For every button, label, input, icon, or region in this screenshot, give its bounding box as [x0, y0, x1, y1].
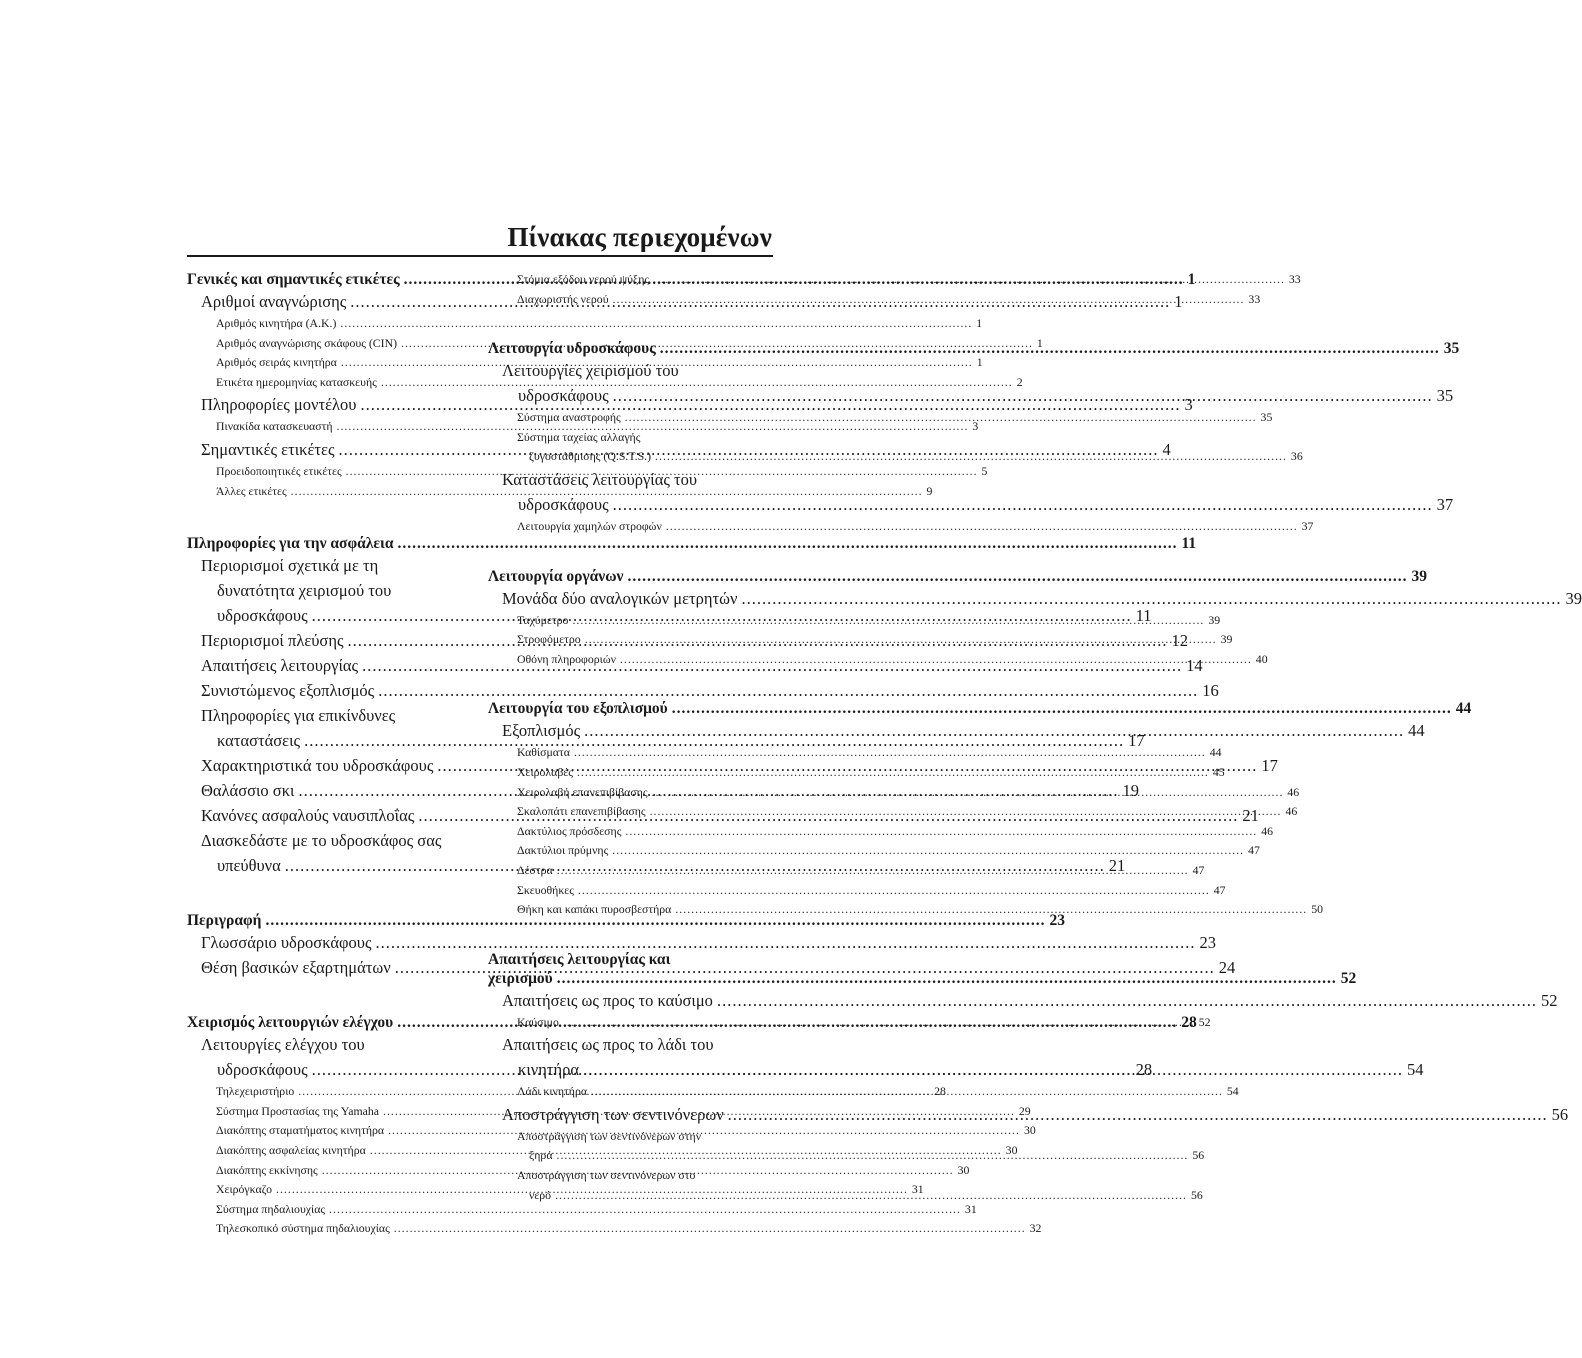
toc-entry-title: Απαιτήσεις λειτουργίας [201, 656, 359, 676]
toc-entry-title: Κανόνες ασφαλούς ναυσιπλοΐας [201, 806, 415, 826]
toc-page-number: 17 [1261, 756, 1278, 776]
toc-page-number: 1 [976, 355, 983, 370]
dot-leader [613, 290, 1245, 310]
toc-page-number: 56 [1190, 1187, 1203, 1202]
toc-entry-title-line: Αποστράγγιση των σεντινόνερων στο [517, 1168, 696, 1183]
toc-entry-title: Αριθμός σειράς κινητήρα [216, 355, 337, 370]
toc-entry-title: Δέστρα [517, 862, 553, 877]
toc-page-number: 46 [1285, 804, 1298, 819]
toc-entry-title: Χειρόγκαζο [216, 1182, 273, 1197]
toc-section-entry[interactable] [488, 567, 1427, 586]
toc-subsection-entry[interactable] [187, 678, 1219, 703]
dot-leader [591, 1082, 1223, 1102]
toc-item-entry[interactable] [187, 1219, 1042, 1239]
toc-entry-title: Τηλεσκοπικό σύστημα πηδαλιουχίας [216, 1221, 390, 1236]
toc-entry-title: Στροφόμετρο [517, 632, 581, 647]
toc-subsection-entry[interactable] [488, 586, 1582, 611]
toc-page-number: 11 [1135, 606, 1152, 626]
dot-leader [717, 988, 1537, 1013]
toc-entry-title: ξηρά [529, 1148, 553, 1163]
dot-leader [572, 611, 1204, 631]
toc-entry-title: Ταχύμετρο [517, 612, 569, 627]
toc-entry-title: υδροσκάφους [518, 386, 609, 406]
toc-entry-title: Εξοπλισμός [502, 721, 581, 741]
toc-entry-title-line: Λειτουργίες χειρισμού του [502, 361, 679, 381]
toc-page-number: 1 [976, 316, 983, 330]
toc-item-entry[interactable] [488, 881, 1226, 901]
toc-entry-title: Οθόνη πληροφοριών [517, 651, 616, 666]
toc-entry-title: νερό [529, 1187, 552, 1202]
toc-entry-title-line: Απαιτήσεις λειτουργίας και [488, 950, 671, 968]
toc-page-number: 3 [1184, 395, 1193, 415]
toc-entry-title-line: Καταστάσεις λειτουργίας του [502, 469, 698, 489]
toc-entry-title: Λειτουργία χαμηλών στροφών [517, 518, 662, 533]
toc-entry-title-line: Απαιτήσεις ως προς το λάδι του [502, 1035, 714, 1055]
toc-page-number: 39 [1411, 567, 1427, 585]
toc-entry-title: Αριθμός κινητήρα (A.K.) [216, 316, 337, 330]
toc-page-number: 35 [1436, 386, 1454, 406]
dot-leader [557, 861, 1189, 881]
toc-entry-title-line: Αποστράγγιση των σεντινόνερων στην [517, 1128, 702, 1143]
toc-item-entry[interactable] [488, 290, 1261, 310]
toc-page-number: 14 [1186, 656, 1203, 676]
toc-entry-title-line: Λειτουργίες ελέγχου του [201, 1035, 365, 1055]
toc-entry-title: Τηλεχειριστήριο [216, 1084, 295, 1099]
toc-item-entry[interactable] [488, 900, 1324, 920]
toc-entry-title: Χειρολαβή επανεπιβίβασης [517, 784, 648, 799]
toc-entry-title: χειρισμού [488, 969, 553, 987]
dot-leader [650, 802, 1282, 822]
toc-entry-title: Γλωσσάριο υδροσκάφους [201, 933, 372, 953]
toc-entry-title: Θαλάσσιο σκι [201, 781, 295, 801]
toc-item-entry[interactable] [488, 428, 1303, 467]
toc-page-number: 35 [1260, 410, 1273, 425]
toc-entry-title: Σκαλοπάτι επανεπιβίβασης [517, 804, 646, 819]
toc-entry-title: Περιορισμοί πλεύσης [201, 631, 344, 651]
toc-item-entry[interactable] [187, 1200, 977, 1220]
toc-entry-title: Διακόπτης εκκίνησης [216, 1162, 318, 1177]
toc-page-number: 33 [1248, 291, 1261, 306]
toc-subsection-entry[interactable] [488, 988, 1558, 1013]
toc-entry-title: Διακόπτης ασφαλείας κινητήρα [216, 1142, 366, 1157]
toc-entry-title: Απαιτήσεις ως προς το καύσιμο [502, 990, 713, 1010]
toc-entry-title: υδροσκάφους [518, 494, 609, 514]
toc-page-number: 23 [1199, 933, 1216, 953]
toc-section-entry[interactable] [187, 534, 1197, 553]
toc-item-entry[interactable] [488, 517, 1314, 537]
toc-entry-title: Λειτουργία οργάνων [488, 567, 624, 585]
dot-leader [652, 783, 1284, 803]
toc-page-number: 46 [1287, 784, 1300, 799]
toc-page-number: 4 [1162, 439, 1171, 459]
toc-page-number: 16 [1202, 681, 1219, 701]
toc-entry-title-line: Σύστημα ταχείας αλλαγής [517, 429, 641, 444]
toc-entry-title: Μονάδα δύο αναλογικών μετρητών [502, 588, 738, 608]
toc-page-number: 30 [957, 1162, 970, 1177]
toc-entry-title: Ετικέτα ημερομηνίας κατασκευής [216, 374, 377, 389]
dot-leader [585, 630, 1217, 650]
toc-entry-title: Διαχωριστής νερού [517, 291, 609, 306]
toc-page-number: 39 [1565, 588, 1582, 608]
dot-leader [555, 1186, 1187, 1206]
toc-page-number: 21 [1242, 806, 1259, 826]
toc-page-number: 44 [1408, 721, 1425, 741]
toc-page-number: 39 [1220, 632, 1233, 647]
toc-item-entry[interactable] [488, 763, 1225, 783]
toc-entry-title: Λειτουργία του εξοπλισμού [488, 700, 668, 718]
toc-entry-title: Καθίσματα [517, 745, 570, 760]
toc-page-number: 40 [1255, 651, 1268, 666]
dot-leader [574, 743, 1206, 763]
toc-page-number: 31 [964, 1201, 977, 1216]
toc-page-number: 35 [1443, 340, 1460, 358]
toc-entry-title: Λάδι κινητήρα [517, 1084, 588, 1099]
dot-leader [583, 1057, 1403, 1082]
toc-page-number: 44 [1209, 745, 1222, 760]
toc-entry-title: Χειρολαβές [517, 764, 573, 779]
toc-page-number: 33 [1288, 272, 1301, 286]
toc-page-number: 52 [1340, 969, 1357, 987]
toc-section-entry[interactable] [187, 911, 1065, 930]
toc-section-entry[interactable] [488, 699, 1472, 718]
dot-leader [613, 492, 1433, 517]
toc-item-entry[interactable] [488, 270, 1301, 290]
toc-page-number: 12 [1171, 631, 1188, 651]
toc-entry-title: Πληροφορίες για την ασφάλεια [187, 535, 394, 553]
toc-page-number: 56 [1192, 1148, 1205, 1163]
toc-page-number: 1 [1036, 335, 1043, 350]
toc-entry-title: Περιγραφή [187, 912, 262, 930]
toc-page-number: 2 [1016, 374, 1023, 389]
toc-item-entry[interactable] [488, 743, 1222, 763]
toc-item-entry[interactable] [488, 408, 1273, 428]
toc-entry-title: ζυγοστάθμισης (Q.S.T.S.) [529, 449, 652, 464]
toc-page-number: 44 [1455, 700, 1472, 718]
toc-item-entry[interactable] [187, 482, 933, 502]
toc-entry-title: Στόμια εξόδου νερού ψύξης [517, 272, 650, 286]
dot-leader [394, 1219, 1026, 1239]
dot-leader [563, 1013, 1195, 1033]
toc-entry-title: καταστάσεις [217, 731, 301, 751]
page-title: Πίνακας περιεχομένων [507, 222, 772, 252]
toc-subsection-entry[interactable] [187, 930, 1216, 955]
toc-page-number: 1 [1174, 292, 1183, 311]
dot-leader [612, 841, 1244, 861]
toc-entry-title-line: Πληροφορίες για επικίνδυνες [201, 706, 396, 726]
toc-page-number: 9 [926, 483, 933, 498]
title-divider [187, 255, 773, 257]
toc-entry-title: Θήκη και καπάκι πυροσβεστήρα [517, 902, 672, 917]
dot-leader [613, 383, 1433, 408]
toc-entry-title-line: δυνατότητα χειρισμού του [217, 581, 392, 601]
toc-entry-title: Σύστημα αναστροφής [517, 410, 621, 425]
dot-leader [666, 517, 1298, 537]
toc-entry-title: Γενικές και σημαντικές ετικέτες [187, 271, 400, 288]
toc-subsection-entry[interactable] [488, 467, 1454, 517]
toc-page-number: 47 [1213, 882, 1226, 897]
toc-entry-title: Πινακίδα κατασκευαστή [216, 419, 333, 434]
toc-page-number: 37 [1301, 518, 1314, 533]
toc-entry-title: Καύσιμο [517, 1014, 559, 1029]
dot-leader [672, 699, 1452, 718]
toc-page-number: 17 [1128, 731, 1145, 751]
toc-entry-title: Σημαντικές ετικέτες [201, 439, 335, 459]
toc-entry-title: Αριθμοί αναγνώρισης [201, 292, 347, 311]
toc-page-number: 45 [1212, 764, 1225, 779]
dot-leader [557, 1146, 1189, 1166]
toc-item-entry[interactable] [488, 822, 1274, 842]
toc-page-number: 37 [1436, 494, 1454, 514]
dot-leader [728, 1102, 1548, 1127]
toc-entry-title: Πληροφορίες μοντέλου [201, 395, 357, 415]
toc-page-number: 28 [1181, 1014, 1197, 1032]
toc-entry-title: Δακτύλιοι πρύμνης [517, 843, 609, 858]
dot-leader [578, 881, 1210, 901]
toc-page-number: 28 [934, 1084, 946, 1099]
toc-page-number: 54 [1406, 1060, 1424, 1080]
dot-leader [557, 969, 1337, 988]
toc-section-entry[interactable] [488, 339, 1460, 358]
toc-page-number: 52 [1540, 990, 1558, 1010]
toc-entry-title: Χειρισμός λειτουργιών ελέγχου [187, 1014, 394, 1032]
toc-page-number: 28 [1135, 1060, 1153, 1080]
toc-page-number: 19 [1122, 781, 1139, 801]
toc-page-number: 11 [1181, 535, 1197, 553]
toc-entry-title: Προειδοποιητικές ετικέτες [216, 463, 342, 478]
toc-page-number: 31 [911, 1182, 924, 1197]
toc-page-number: 50 [1311, 902, 1324, 917]
toc-page-number: 1 [1187, 271, 1196, 288]
toc-entry-title: Διακόπτης σταματήματος κινητήρα [216, 1123, 385, 1138]
toc-item-entry[interactable] [187, 314, 983, 334]
toc-page-number: 47 [1192, 862, 1205, 877]
toc-page-number: 47 [1248, 843, 1260, 858]
toc-entry-title: Λειτουργία υδροσκάφους [488, 340, 656, 358]
dot-leader [675, 900, 1307, 920]
dot-leader [625, 822, 1257, 842]
dot-leader [741, 586, 1561, 611]
toc-page-number: 30 [1023, 1123, 1036, 1138]
dot-leader [577, 763, 1209, 783]
toc-page-number: 32 [1029, 1221, 1042, 1236]
toc-entry-title: Σύστημα πηδαλιουχίας [216, 1201, 326, 1216]
toc-entry-title-line: Διασκεδάστε με το υδροσκάφος σας [201, 831, 442, 851]
toc-page-number: 56 [1551, 1104, 1569, 1124]
toc-entry-title: Χαρακτηριστικά του υδροσκάφους [201, 756, 434, 776]
dot-leader [625, 408, 1257, 428]
toc-page-number: 36 [1290, 449, 1303, 464]
toc-entry-title: υπεύθυνα [217, 856, 281, 876]
dot-leader [627, 567, 1407, 586]
toc-entry-title: υδροσκάφους [217, 606, 308, 626]
toc-page-number: 29 [1018, 1103, 1031, 1118]
toc-page-number: 23 [1049, 912, 1065, 930]
toc-item-entry[interactable] [187, 373, 1023, 393]
toc-entry-title: Σύστημα Προστασίας της Yamaha [216, 1103, 380, 1118]
toc-item-entry[interactable] [488, 841, 1260, 861]
toc-entry-title: κινητήρα [518, 1060, 579, 1080]
toc-page-number: 3 [972, 419, 979, 434]
toc-page-number: 46 [1261, 823, 1274, 838]
toc-entry-title: Σκευοθήκες [517, 882, 574, 897]
toc-entry-title: Αποστράγγιση των σεντινόνερων [502, 1104, 724, 1124]
dot-leader [620, 650, 1252, 670]
toc-page-number: 21 [1108, 856, 1126, 876]
dot-leader [655, 447, 1287, 467]
toc-entry-title-line: Περιορισμοί σχετικά με τη [201, 556, 379, 576]
toc-page-number: 30 [1005, 1142, 1018, 1157]
dot-leader [653, 270, 1285, 290]
dot-leader [660, 339, 1440, 358]
dot-leader [584, 718, 1404, 743]
toc-page-number: 5 [981, 463, 988, 478]
toc-entry-title: Αριθμός αναγνώρισης σκάφους (CIN) [216, 335, 398, 350]
toc-page-number: 54 [1226, 1084, 1239, 1099]
toc-page-number: 39 [1208, 612, 1221, 627]
toc-entry-title: Δακτύλιος πρόσδεσης [517, 823, 622, 838]
toc-entry-title: υδροσκάφους [217, 1060, 308, 1080]
toc-page-number: 52 [1198, 1014, 1211, 1029]
toc-page-number: 24 [1218, 958, 1236, 978]
toc-entry-title: Συνιστώμενος εξοπλισμός [201, 681, 375, 701]
toc-entry-title: Θέση βασικών εξαρτημάτων [201, 958, 391, 978]
toc-entry-title: Άλλες ετικέτες [216, 483, 287, 498]
toc-subsection-entry[interactable] [488, 358, 1454, 408]
